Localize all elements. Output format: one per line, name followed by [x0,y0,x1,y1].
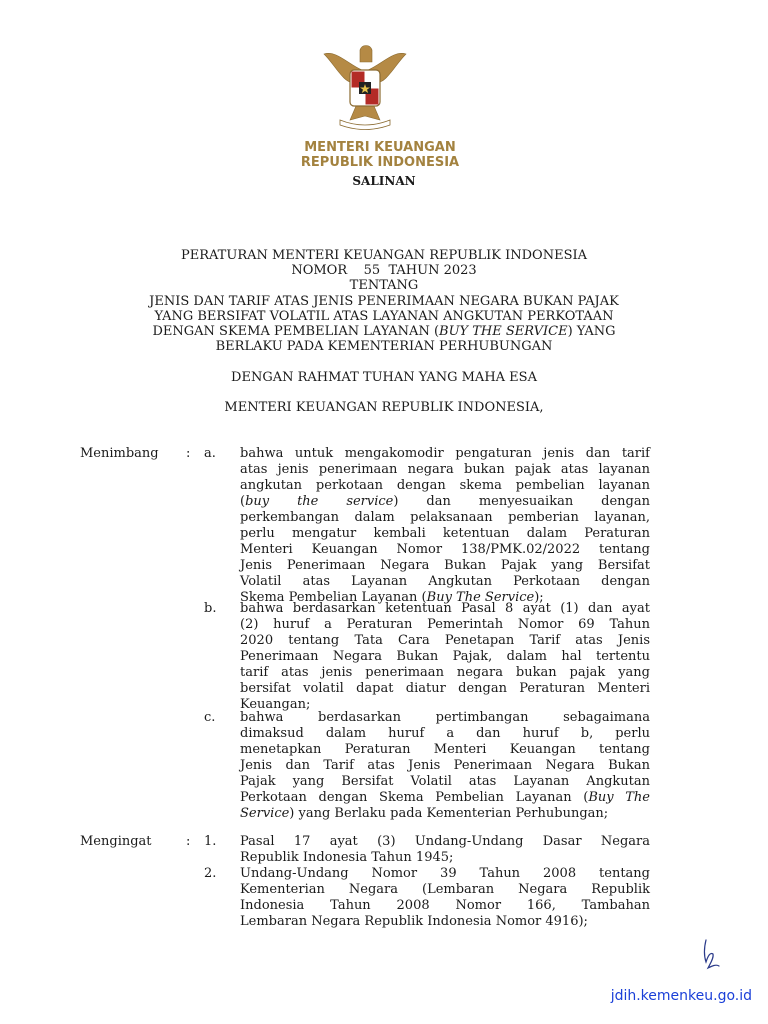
para-line-italic: Service [240,806,290,821]
regulation-number: NOMOR 55 TAHUN 2023 [291,263,477,278]
mengingat-item-number: 2. [204,866,217,881]
para-line-italic: Buy The Service [426,590,535,605]
para-line: Pajak yang Bersifat Volatil atas Layanan Angkutan [240,774,650,789]
para-line: Republik Indonesia Tahun 1945; [240,850,454,865]
initial-signature-icon [700,938,722,972]
para-line: bahwa untuk mengakomodir pengaturan jenis dan tarif [240,446,650,461]
para-line-italic: Buy The [588,790,650,805]
subject-line-3-pre: DENGAN SKEMA PEMBELIAN LAYANAN ( [152,324,440,339]
regulation-title: PERATURAN MENTERI KEUANGAN REPUBLIK INDONESIA [180,248,587,263]
para-line: menetapkan Peraturan Menteri Keuangan tentang [240,742,650,757]
menimbang-item-letter: b. [204,601,217,616]
salinan-label: SALINAN [352,174,416,188]
para-line: dimaksud dalam huruf a dan huruf b, perlu [240,726,650,741]
para-line [240,494,650,510]
para-line: Keuangan; [240,697,311,712]
menimbang-colon: : [186,446,191,461]
para-line-rest: ) dan menyesuaikan dengan [393,494,650,509]
para-line: perlu mengatur kembali ketentuan dalam Peraturan [240,526,650,541]
menimbang-item-letter: a. [204,446,216,461]
subject-line-1: JENIS DAN TARIF ATAS JENIS PENERIMAAN NEGARA BUKAN PAJAK [149,294,619,309]
para-line: Pasal 17 ayat (3) Undang-Undang Dasar Negara [240,834,650,849]
ministry-line-1: MENTERI KEUANGAN [304,140,456,155]
para-line [240,790,650,806]
para-line-post: ) yang Berlaku pada Kementerian Perhubungan; [289,806,609,821]
para-line-pre: Perkotaan dengan Skema Pembelian Layanan ( [240,790,589,805]
ministry-name [250,140,510,170]
para-line: Penerimaan Negara Bukan Pajak, dalam hal tertentu [240,649,650,664]
menimbang-label: Menimbang [80,446,159,461]
para-line: Jenis Penerimaan Negara Bukan Pajak yang Bersifat [240,558,650,573]
para-line: tarif atas jenis penerimaan negara bukan pajak yang [240,665,650,680]
menimbang-item-letter: c. [204,710,216,725]
para-line [240,806,650,822]
tentang-label: TENTANG [349,278,419,293]
jdih-link[interactable]: jdih.kemenkeu.go.id [610,988,752,1004]
para-line: Lembaran Negara Republik Indonesia Nomor 4916); [240,914,588,929]
para-line: atas jenis penerimaan negara bukan pajak atas layanan [240,462,650,477]
para-line-open: ( [240,494,246,509]
menimbang-item-a [240,446,650,606]
mengingat-item-number: 1. [204,834,217,849]
para-line: Undang-Undang Nomor 39 Tahun 2008 tentang [240,866,650,881]
para-line: Kementerian Negara (Lembaran Negara Republik [240,882,650,897]
menimbang-item-c [240,710,650,822]
para-line: Menteri Keuangan Nomor 138/PMK.02/2022 tentang [240,542,650,557]
mengingat-item-2 [240,866,650,930]
menimbang-item-b [240,601,650,713]
mengingat-label: Mengingat [80,834,152,849]
para-line: Indonesia Tahun 2008 Nomor 166, Tambahan [240,898,650,913]
subject-line-2: YANG BERSIFAT VOLATIL ATAS LAYANAN ANGKUTAN PERKOTAAN [154,309,614,324]
garuda-emblem-icon [318,40,412,132]
para-line: 2020 tentang Tata Cara Penetapan Tarif atas Jenis [240,633,650,648]
para-line: bahwa berdasarkan pertimbangan sebagaimana [240,710,650,725]
subject-line-4: BERLAKU PADA KEMENTERIAN PERHUBUNGAN [215,339,553,354]
para-line-post: ); [534,590,544,605]
ministry-line-2: REPUBLIK INDONESIA [300,155,460,170]
rahmat-line: DENGAN RAHMAT TUHAN YANG MAHA ESA [231,370,537,385]
para-line: bersifat volatil dapat diatur dengan Peraturan Menteri [240,681,650,696]
para-line-pre: Skema Pembelian Layanan ( [240,590,427,605]
menteri-line: MENTERI KEUANGAN REPUBLIK INDONESIA, [224,400,544,415]
subject-line-3-italic: BUY THE SERVICE [439,324,568,339]
subject-line-3-post: ) YANG [567,324,616,339]
mengingat-item-1 [240,834,650,866]
para-line: Volatil atas Layanan Angkutan Perkotaan dengan [240,574,650,589]
subject-line-3 [40,324,728,340]
para-line: Jenis dan Tarif atas Jenis Penerimaan Negara Bukan [240,758,650,773]
para-line-italic: buy the service [245,494,394,509]
mengingat-colon: : [186,834,191,849]
para-line: bahwa berdasarkan ketentuan Pasal 8 ayat (1) dan ayat [240,601,650,616]
para-line: (2) huruf a Peraturan Pemerintah Nomor 69 Tahun [240,617,650,632]
para-line: perkembangan dalam pelaksanaan pemberian layanan, [240,510,650,525]
para-line: angkutan perkotaan dengan skema pembelian layanan [240,478,650,493]
